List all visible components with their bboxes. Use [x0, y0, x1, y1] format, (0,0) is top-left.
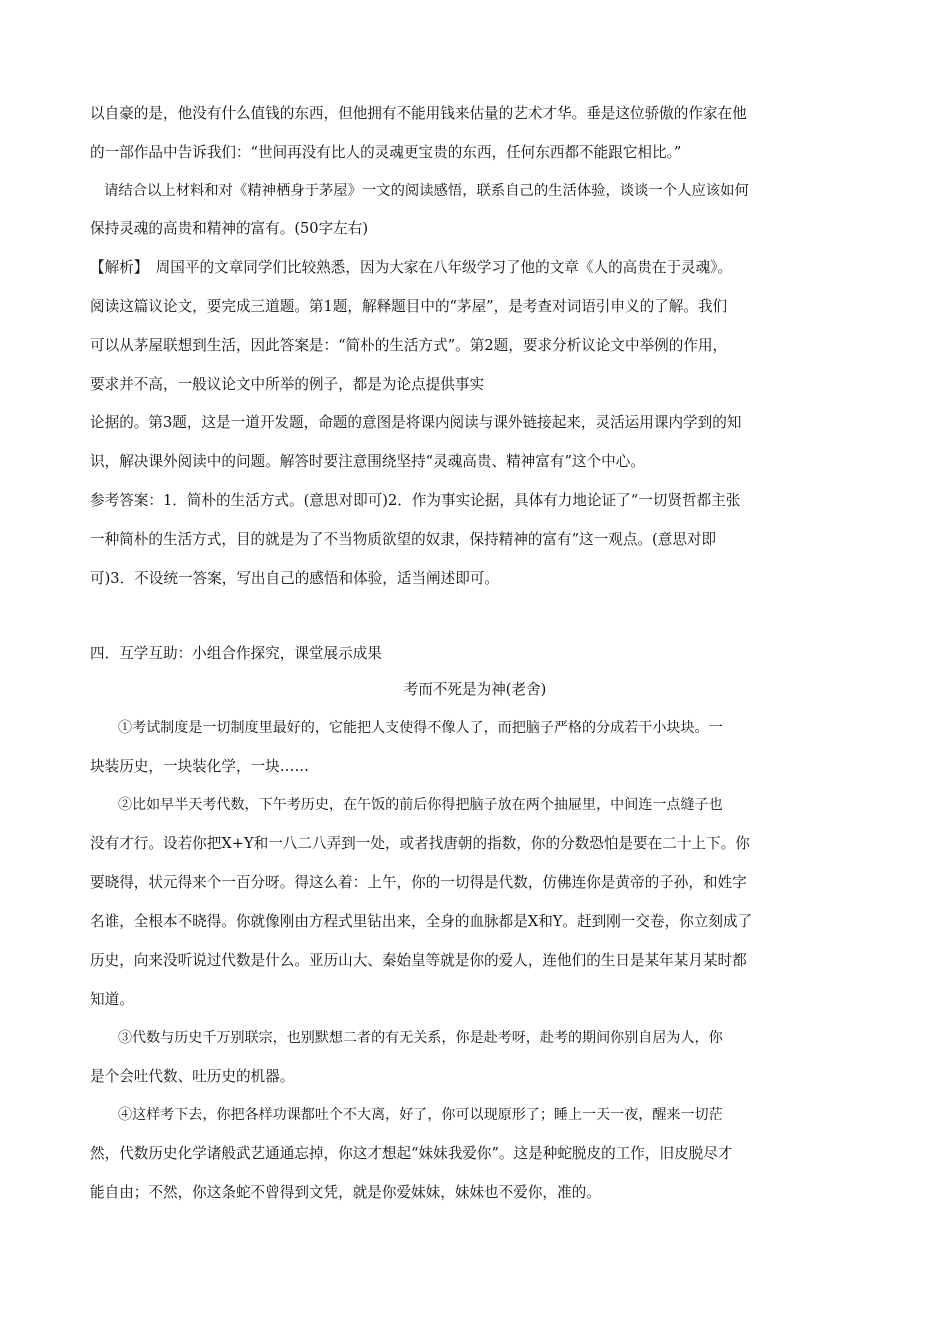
analysis-heading-line: 【解析】 周国平的文章同学们比较熟悉，因为大家在八年级学习了他的文章《人的高贵在于灵魂》。	[90, 259, 733, 276]
reference-answer-line: 参考答案：1．简朴的生活方式。(意思对即可)2．作为事实论据，具体有力地论证了“一切贤哲都主张	[90, 492, 741, 509]
text-line: 能自由；不然，你这条蛇不曾得到文凭，就是你爱妹妹，妹妹也不爱你，准的。	[90, 1184, 601, 1201]
text-line: 识，解决课外阅读中的问题。解答时要注意围绕坚持“灵魂高贵、精神富有”这个中心。	[90, 453, 645, 470]
paragraph-3-line: ③代数与历史千万别联宗，也别默想二者的有无关系，你是赴考呀，赴考的期间你别自居为人，你	[118, 1030, 723, 1046]
question-prompt: 请结合以上材料和对《精神栖身于茅屋》一文的阅读感悟，联系自己的生活体验，谈谈一个人应该如何	[104, 183, 749, 199]
text-line: 要晓得，状元得来个一百分呀。得这么着：上午，你的一切得是代数，仿佛连你是黄帝的子孙，和姓字	[90, 874, 747, 891]
text-line: 一种简朴的生活方式，目的就是为了不当物质欲望的奴隶，保持精神的富有”这一观点。(意思对即	[90, 531, 717, 548]
text-line: 论据的。第3题，这是一道开发题，命题的意图是将课内阅读与课外链接起来，灵活运用课内学到的知	[90, 414, 742, 431]
text-line: 名谁，全根本不晓得。你就像刚由方程式里钻出来，全身的血脉都是X和Y。赶到刚一交卷，你立刻成了	[90, 913, 753, 930]
paragraph-2-line: ②比如早半天考代数，下午考历史，在午饭的前后你得把脑子放在两个抽屉里，中间连一点缝子也	[118, 797, 723, 813]
text-line: 块装历史，一块装化学，一块……	[90, 758, 309, 775]
text-line: 可以从茅屋联想到生活，因此答案是：“简朴的生活方式”。第2题，要求分析议论文中举例的作用，	[90, 337, 728, 354]
text-line: 知道。	[90, 991, 134, 1008]
text-line: 然，代数历史化学诸般武艺通通忘掉，你这才想起“妹妹我爱你”。这是种蛇脱皮的工作，旧皮脱尽才	[90, 1145, 733, 1162]
text-line: 以自豪的是，他没有什么值钱的东西，但他拥有不能用钱来估量的艺术才华。垂是这位骄傲的作家在他	[90, 105, 747, 122]
text-line: 可)3．不设统一答案，写出自己的感悟和体验，适当阐述即可。	[90, 570, 500, 587]
paragraph-4-line: ④这样考下去，你把各样功课都吐个不大离，好了，你可以现原形了；睡上一天一夜，醒来一切茫	[118, 1107, 723, 1123]
text-line: 历史，向来没听说过代数是什么。亚历山大、秦始皇等就是你的爱人，连他们的生日是某年某月某时都	[90, 952, 747, 969]
text-line: 没有才行。设若你把X+Y和一八二八弄到一处，或者找唐朝的指数，你的分数恐怕是要在二十上下。你	[90, 835, 750, 852]
text-line: 是个会吐代数、吐历史的机器。	[90, 1068, 295, 1085]
paragraph-1-line: ①考试制度是一切制度里最好的，它能把人支使得不像人了，而把脑子严格的分成若干小块块。一	[118, 720, 723, 736]
section-heading: 四．互学互助：小组合作探究，课堂展示成果	[90, 645, 382, 662]
text-line: 阅读这篇议论文，要完成三道题。第1题，解释题目中的“茅屋”，是考查对词语引申义的了解。我们	[90, 298, 728, 315]
text-line: 保持灵魂的高贵和精神的富有。(50字左右)	[90, 220, 369, 237]
article-title: 考而不死是为神(老舍)	[403, 681, 547, 698]
text-line: 的一部作品中告诉我们：“世间再没有比人的灵魂更宝贵的东西，任何东西都不能跟它相比。”	[90, 144, 682, 161]
text-line: 要求并不高，一般议论文中所举的例子，都是为论点提供事实	[90, 376, 485, 393]
